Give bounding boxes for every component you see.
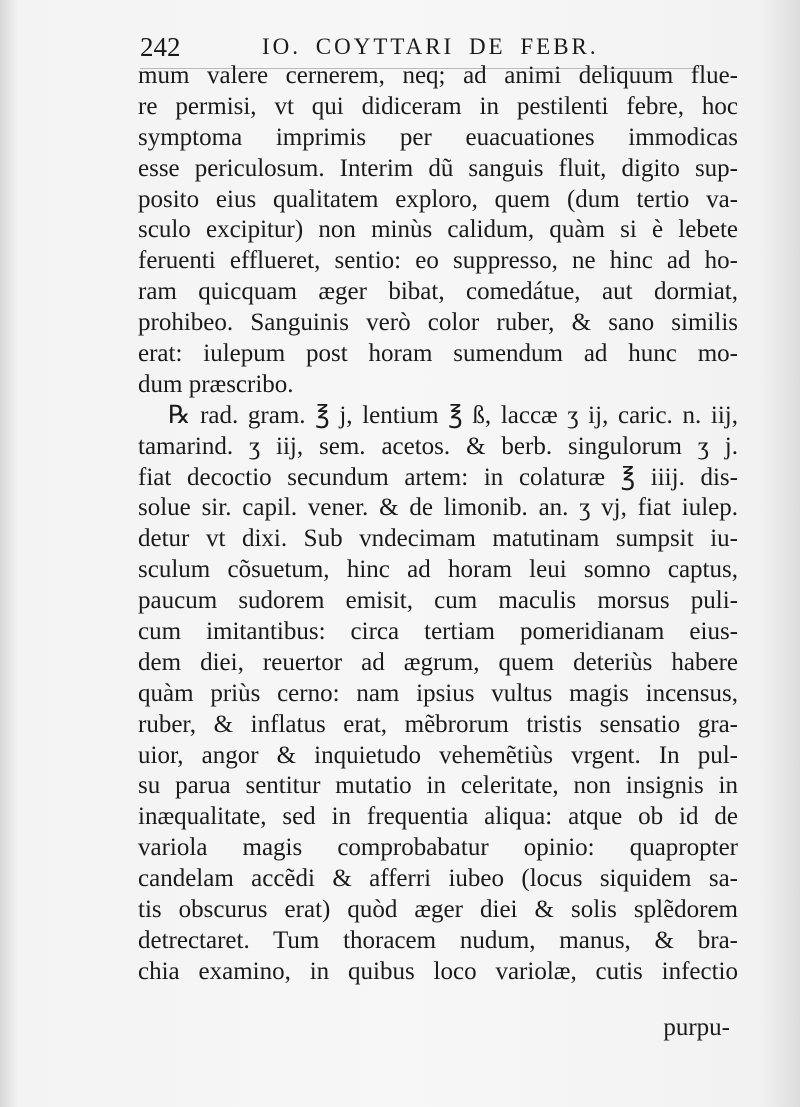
- text-line: ruber, & inflatus erat, mẽbrorum tristis sensatio gra-: [138, 710, 738, 738]
- recipe-line: tamarind. ʒ iij, sem. acetos. & berb. singulorum ʒ j.: [138, 432, 738, 460]
- text-line: prohibeo. Sanguinis verò color ruber, & sano similis: [138, 309, 738, 337]
- running-title: IO. COYTTARI DE FEBR.: [262, 34, 599, 59]
- text-line: ram quicquam æger bibat, comedátue, aut dormiat,: [138, 278, 738, 306]
- text-line: detur vt dixi. Sub vndecimam matutinam sumpsit iu-: [138, 525, 738, 553]
- text-line: mum valere cernerem, neq; ad animi deliquum flue-: [138, 62, 738, 89]
- recipe-line: ℞ rad. gram. ℥ j, lentium ℥ ß, laccæ ʒ ij, caric. n. iij,: [168, 401, 738, 429]
- text-line: chia examino, in quibus loco variolæ, cutis infectio: [138, 957, 738, 985]
- text-line: posito eius qualitatem exploro, quem (dum tertio va-: [138, 185, 738, 213]
- text-line: dem diei, reuertor ad ægrum, quem deteriùs habere: [138, 648, 738, 676]
- text-line: esse periculosum. Interim dũ sanguis fluit, digito sup-: [138, 154, 738, 182]
- text-line: cum imitantibus: circa tertiam pomeridianam eius-: [138, 618, 738, 646]
- text-line: dum præscribo.: [138, 370, 294, 398]
- page-number: 242: [140, 32, 181, 62]
- text-line: sculo excipitur) non minùs calidum, quàm si è lebete: [138, 216, 738, 244]
- body-text: [138, 61, 738, 988]
- recipe-line: fiat decoctio secundum artem: in colaturæ ℥ iiij. dis-: [138, 463, 738, 491]
- catchword: purpu-: [663, 1014, 730, 1041]
- text-line: erat: iulepum post horam sumendum ad hunc mo-: [138, 340, 738, 368]
- text-line: su parua sentitur mutatio in celeritate, non insignis in: [138, 772, 738, 800]
- text-line: tis obscurus erat) quòd æger diei & solis splẽdorem: [138, 896, 738, 924]
- text-line: uior, angor & inquietudo vehemẽtiùs vrgent. In pul-: [138, 741, 738, 769]
- text-line: sculum cõsuetum, hinc ad horam leui somno captus,: [138, 556, 738, 584]
- recipe-line: solue sir. capil. vener. & de limonib. an. ʒ vj, fiat iulep.: [138, 494, 738, 522]
- text-line: variola magis comprobabatur opinio: quapropter: [138, 834, 738, 862]
- page-header: [140, 26, 740, 62]
- text-line: re permisi, vt qui didiceram in pestilenti febre, hoc: [138, 92, 738, 120]
- text-line: inæqualitate, sed in frequentia aliqua: atque ob id de: [138, 803, 738, 831]
- text-line: feruenti efflueret, sentio: eo suppresso, ne hinc ad ho-: [138, 247, 738, 275]
- text-line: quàm priùs cerno: nam ipsius vultus magis incensus,: [138, 679, 738, 707]
- text-line: paucum sudorem emisit, cum maculis morsus puli-: [138, 587, 738, 615]
- text-line: symptoma imprimis per euacuationes immodicas: [138, 123, 738, 151]
- text-line: detrectaret. Tum thoracem nudum, manus, & bra-: [138, 926, 738, 954]
- text-line: candelam accẽdi & afferri iubeo (locus siquidem sa-: [138, 865, 738, 893]
